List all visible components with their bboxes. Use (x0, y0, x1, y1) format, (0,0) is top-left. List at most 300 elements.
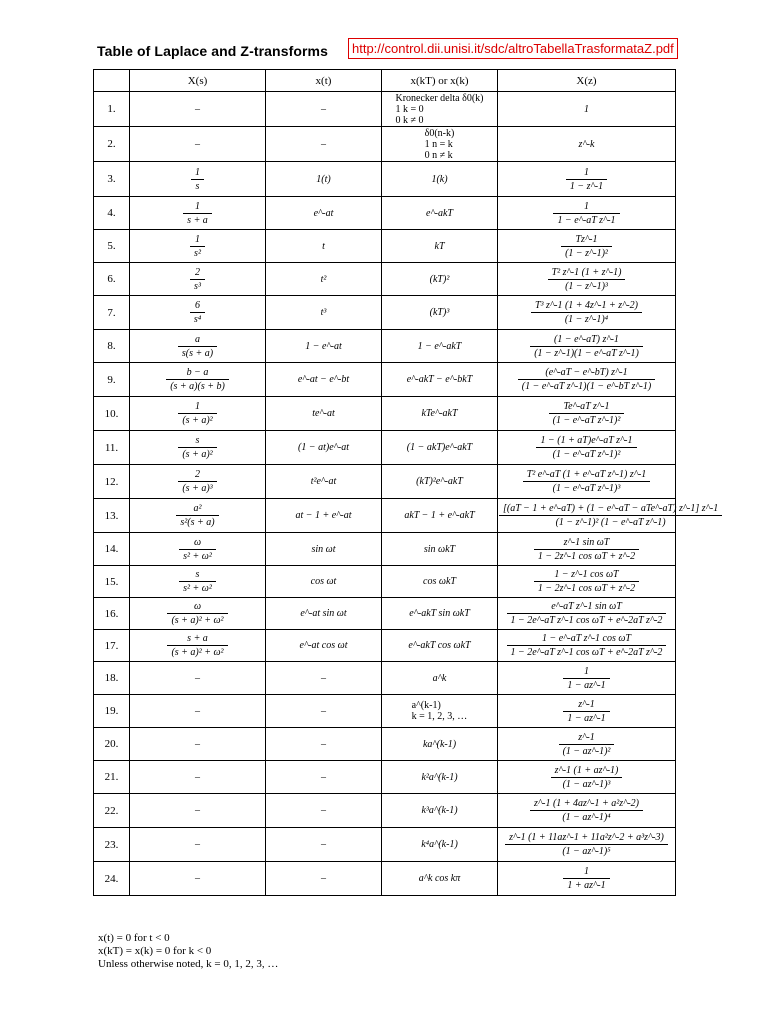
table-row (94, 263, 676, 296)
expression: – (321, 738, 326, 750)
sampled-cell (382, 695, 498, 728)
row-number: 20. (104, 738, 119, 750)
expression: e^-at sin ωt (300, 608, 347, 619)
numerator: Tz^-1 (561, 234, 612, 247)
laplace-cell (130, 695, 266, 728)
index-cell (94, 828, 130, 862)
expression: – (321, 672, 326, 684)
fraction (563, 866, 609, 891)
row-number: 10. (104, 407, 119, 420)
index-cell (94, 127, 130, 162)
numerator: z^-1 (1 + 11az^-1 + 11a²z^-2 + a³z^-3) (505, 832, 668, 845)
table-row (94, 296, 676, 330)
fraction (549, 401, 625, 426)
z-cell (498, 162, 676, 197)
fraction (548, 267, 626, 292)
expression: t³ (320, 307, 327, 318)
z-cell (498, 566, 676, 598)
row-number: 12. (104, 475, 119, 488)
numerator: T² e^-aT (1 + e^-aT z^-1) z^-1 (523, 469, 651, 482)
laplace-cell (130, 363, 266, 397)
fraction (176, 503, 218, 528)
table-row (94, 162, 676, 197)
index-cell (94, 533, 130, 566)
sampled-cell (382, 397, 498, 431)
z-cell (498, 230, 676, 263)
fraction (499, 503, 722, 528)
sampled-cell (382, 794, 498, 828)
fraction (563, 699, 609, 724)
numerator: T² z^-1 (1 + z^-1) (548, 267, 626, 280)
time-cell (266, 431, 382, 465)
time-cell (266, 662, 382, 695)
expression: sin ωkT (423, 543, 456, 555)
laplace-cell (130, 499, 266, 533)
expression: – (195, 839, 200, 850)
denominator: s² (194, 247, 201, 259)
table-row (94, 794, 676, 828)
expression: 1(k) (431, 173, 448, 185)
expression-line: 0 k ≠ 0 (395, 114, 424, 126)
z-cell (498, 662, 676, 695)
numerator: (1 − e^-aT) z^-1 (530, 334, 643, 347)
laplace-cell (130, 431, 266, 465)
time-cell (266, 397, 382, 431)
denominator: 1 − e^-aT z^-1 (557, 214, 616, 226)
expression: (1 − akT)e^-akT (406, 442, 473, 453)
table-header-row (94, 70, 676, 92)
expression: a^k (432, 672, 447, 684)
expression: (kT)²e^-akT (416, 476, 463, 487)
denominator: (1 − z^-1)³ (565, 280, 608, 292)
expression: z^-k (578, 138, 595, 150)
sampled-cell (382, 296, 498, 330)
table-row (94, 761, 676, 794)
denominator: 1 − 2z^-1 cos ωT + z^-2 (537, 550, 636, 562)
laplace-cell (130, 92, 266, 127)
table-row (94, 533, 676, 566)
denominator: (s + a)³ (182, 483, 213, 494)
row-number: 13. (104, 509, 119, 522)
denominator: s³ (194, 280, 201, 292)
row-number: 9. (107, 373, 116, 386)
denominator: s(s + a) (181, 347, 214, 359)
denominator: (1 − z^-1)(1 − e^-aT z^-1) (534, 347, 639, 359)
fraction (530, 798, 643, 823)
expression: t² (320, 273, 327, 285)
numerator: 1 − z^-1 cos ωT (534, 569, 639, 582)
row-number: 3. (107, 173, 116, 185)
source-link[interactable]: http://control.dii.unisi.it/sdc/altroTabellaTrasformataZ.pdf (348, 38, 678, 59)
sampled-cell (382, 598, 498, 630)
numerator: 1 (178, 401, 216, 414)
table-row (94, 662, 676, 695)
numerator: [(aT − 1 + e^-aT) + (1 − e^-aT − aTe^-aT) z^-1] z^-1 (499, 503, 722, 516)
time-cell (266, 162, 382, 197)
table-row (94, 230, 676, 263)
sampled-cell (382, 630, 498, 662)
fraction (178, 334, 217, 359)
expression-line: 1 n = k (424, 138, 453, 150)
expression: t (322, 240, 325, 252)
denominator: s² + ω² (183, 550, 212, 562)
row-number: 14. (104, 543, 119, 555)
index-cell (94, 662, 130, 695)
time-cell (266, 465, 382, 499)
time-cell (266, 828, 382, 862)
footnotes (98, 932, 278, 971)
fraction (531, 300, 642, 325)
denominator: s (195, 180, 200, 192)
index-cell (94, 728, 130, 761)
row-number: 17. (104, 639, 119, 652)
row-number: 16. (104, 607, 119, 620)
fraction (166, 367, 229, 392)
index-cell (94, 630, 130, 662)
row-number: 1. (107, 103, 116, 115)
table-row (94, 431, 676, 465)
z-cell (498, 862, 676, 896)
denominator: (1 − e^-aT z^-1)(1 − e^-bT z^-1) (521, 381, 652, 392)
row-number: 6. (107, 273, 116, 285)
numerator: s + a (167, 633, 227, 646)
expression: – (195, 873, 200, 884)
multiline-expression (395, 93, 483, 126)
numerator: z^-1 (559, 732, 615, 745)
laplace-cell (130, 465, 266, 499)
numerator: s (179, 569, 216, 582)
numerator: a² (176, 503, 218, 516)
z-cell (498, 499, 719, 533)
numerator: 2 (190, 267, 205, 280)
table-row (94, 630, 676, 662)
denominator: (1 − az^-1)² (562, 745, 611, 757)
expression-line: 0 n ≠ k (424, 149, 453, 161)
row-number: 2. (107, 138, 116, 150)
expression: – (195, 738, 200, 750)
expression-line: 1 k = 0 (395, 103, 424, 115)
fraction (179, 569, 216, 594)
denominator: (1 − z^-1)⁴ (564, 314, 609, 325)
laplace-cell (130, 263, 266, 296)
numerator: 1 (183, 201, 212, 214)
denominator: 1 − az^-1 (567, 712, 606, 724)
footnote-line: x(kT) = x(k) = 0 for k < 0 (98, 945, 212, 957)
numerator: z^-1 (563, 699, 609, 712)
numerator: 1 (190, 234, 205, 247)
z-cell (498, 330, 676, 363)
sampled-cell (382, 92, 498, 127)
table-row (94, 197, 676, 230)
sampled-cell (382, 127, 498, 162)
laplace-cell (130, 862, 266, 896)
z-cell (498, 397, 676, 431)
time-cell (266, 794, 382, 828)
index-cell (94, 499, 130, 533)
denominator: s + a (187, 214, 208, 226)
fraction (551, 765, 623, 790)
denominator: s² + ω² (183, 583, 212, 594)
denominator: (1 − e^-aT z^-1)² (552, 449, 621, 460)
sampled-cell (382, 363, 498, 397)
row-number: 19. (104, 705, 119, 717)
z-cell (498, 598, 676, 630)
table-row (94, 862, 676, 896)
z-cell (498, 431, 676, 465)
expression: – (321, 873, 326, 884)
numerator: (e^-aT − e^-bT) z^-1 (518, 367, 655, 380)
denominator: (1 − e^-aT z^-1)² (552, 415, 621, 426)
sampled-cell (382, 728, 498, 761)
expression: k³a^(k-1) (421, 805, 458, 816)
fraction (178, 435, 216, 460)
time-cell (266, 533, 382, 566)
laplace-cell (130, 828, 266, 862)
z-cell (498, 465, 676, 499)
laplace-cell (130, 230, 266, 263)
index-cell (94, 330, 130, 363)
expression: cos ωkT (423, 576, 456, 587)
laplace-cell (130, 566, 266, 598)
index-cell (94, 197, 130, 230)
index-cell (94, 397, 130, 431)
sampled-cell (382, 761, 498, 794)
fraction (178, 401, 216, 426)
expression: – (321, 103, 326, 115)
z-cell (498, 828, 676, 862)
sampled-cell (382, 162, 498, 197)
table-row (94, 828, 676, 862)
z-cell (498, 761, 676, 794)
expression: (1 − at)e^-at (298, 442, 349, 453)
index-cell (94, 598, 130, 630)
time-cell (266, 728, 382, 761)
sampled-cell (382, 662, 498, 695)
expression: (kT)² (429, 273, 450, 285)
expression: – (195, 103, 200, 115)
z-cell (498, 92, 676, 127)
row-number: 7. (107, 306, 116, 319)
z-cell (498, 533, 676, 566)
expression: – (321, 771, 326, 783)
index-cell (94, 761, 130, 794)
sampled-cell (382, 330, 498, 363)
z-cell (498, 263, 676, 296)
fraction (536, 435, 636, 460)
fraction (534, 537, 639, 562)
denominator: (1 − z^-1)² (565, 247, 608, 259)
time-cell (266, 230, 382, 263)
fraction (561, 234, 612, 259)
time-cell (266, 330, 382, 363)
fraction (518, 367, 655, 392)
sampled-cell (382, 862, 498, 896)
sampled-cell (382, 263, 498, 296)
denominator: 1 + az^-1 (567, 880, 606, 891)
numerator: Te^-aT z^-1 (549, 401, 625, 414)
numerator: 1 (191, 167, 204, 180)
laplace-cell (130, 127, 266, 162)
expression: 1 − e^-akT (417, 340, 462, 352)
z-cell (498, 728, 676, 761)
time-cell (266, 197, 382, 230)
numerator: 1 (563, 666, 609, 679)
expression: at − 1 + e^-at (295, 510, 352, 521)
z-cell (498, 127, 676, 162)
numerator: z^-1 (1 + az^-1) (551, 765, 623, 778)
fraction (179, 537, 216, 562)
denominator: 1 − 2e^-aT z^-1 cos ωT + e^-2aT z^-2 (510, 647, 663, 658)
fraction (190, 300, 205, 325)
sampled-cell (382, 828, 498, 862)
fraction (183, 201, 212, 226)
expression: – (195, 705, 200, 717)
row-number: 11. (104, 441, 119, 454)
denominator: (1 − az^-1)⁴ (562, 812, 611, 823)
row-number: 5. (107, 240, 116, 252)
laplace-cell (130, 533, 266, 566)
denominator: 1 − 2z^-1 cos ωT + z^-2 (537, 583, 636, 594)
fraction (505, 832, 668, 857)
time-cell (266, 630, 382, 662)
numerator: 6 (190, 300, 205, 313)
fraction (178, 469, 216, 494)
header-time: x(t) (266, 70, 382, 92)
sampled-cell (382, 197, 498, 230)
expression: e^-at (313, 207, 334, 219)
expression-line: a^(k-1) (411, 700, 441, 711)
table-row (94, 92, 676, 127)
z-cell (498, 197, 676, 230)
numerator: e^-aT z^-1 sin ωT (507, 601, 667, 614)
laplace-cell (130, 598, 266, 630)
index-cell (94, 263, 130, 296)
denominator: (s + a)² (182, 449, 213, 460)
expression: – (195, 138, 200, 150)
table-row (94, 363, 676, 397)
fraction (190, 234, 205, 259)
expression-line: δ0(n-k) (424, 127, 455, 139)
footnote-line: Unless otherwise noted, k = 0, 1, 2, 3, … (98, 958, 279, 970)
index-cell (94, 230, 130, 263)
expression: – (195, 771, 200, 783)
laplace-cell (130, 630, 266, 662)
fraction (530, 334, 643, 359)
table-row (94, 465, 676, 499)
header-sampled: x(kT) or x(k) (382, 70, 498, 92)
numerator: 1 − e^-aT z^-1 cos ωT (507, 633, 667, 646)
expression: e^-akT − e^-bkT (406, 374, 473, 385)
laplace-cell (130, 296, 266, 330)
denominator: 1 − 2e^-aT z^-1 cos ωT + e^-2aT z^-2 (510, 615, 663, 626)
fraction (534, 569, 639, 594)
laplace-cell (130, 728, 266, 761)
fraction (167, 601, 227, 626)
numerator: 1 (563, 866, 609, 879)
time-cell (266, 695, 382, 728)
fraction (167, 633, 227, 658)
expression: – (195, 672, 200, 684)
expression: akT − 1 + e^-akT (404, 510, 475, 521)
denominator: (s + a)² + ω² (171, 647, 224, 658)
time-cell (266, 598, 382, 630)
denominator: (s + a)² + ω² (171, 615, 224, 626)
numerator: 1 − (1 + aT)e^-aT z^-1 (536, 435, 636, 448)
time-cell (266, 296, 382, 330)
expression: e^-akT cos ωkT (408, 640, 471, 651)
z-cell (498, 630, 676, 662)
numerator: ω (179, 537, 216, 550)
numerator: 1 (566, 167, 607, 180)
index-cell (94, 296, 130, 330)
expression: – (321, 138, 326, 150)
fraction (191, 167, 204, 192)
table-row (94, 127, 676, 162)
denominator: (s + a)² (182, 415, 213, 426)
index-cell (94, 92, 130, 127)
index-cell (94, 794, 130, 828)
multiline-expression (425, 128, 455, 161)
sampled-cell (382, 533, 498, 566)
laplace-cell (130, 662, 266, 695)
denominator: (s + a)(s + b) (170, 381, 225, 392)
numerator: 1 (553, 201, 619, 214)
expression: 1 − e^-at (305, 340, 342, 352)
denominator: s²(s + a) (180, 517, 215, 528)
header-laplace: X(s) (130, 70, 266, 92)
numerator: s (178, 435, 216, 448)
table-row (94, 598, 676, 630)
sampled-cell (382, 230, 498, 263)
index-cell (94, 695, 130, 728)
index-cell (94, 566, 130, 598)
numerator: 2 (178, 469, 216, 482)
fraction (523, 469, 651, 494)
time-cell (266, 92, 382, 127)
header-index (94, 70, 130, 92)
table-row (94, 499, 676, 533)
expression: 1(t) (316, 173, 331, 185)
row-number: 8. (107, 340, 116, 352)
time-cell (266, 761, 382, 794)
expression: e^-at cos ωt (299, 640, 348, 651)
table-row (94, 728, 676, 761)
expression: ka^(k-1) (422, 738, 457, 750)
expression: 1 (584, 103, 589, 115)
z-cell (498, 695, 676, 728)
laplace-cell (130, 397, 266, 431)
multiline-expression (412, 700, 468, 722)
time-cell (266, 566, 382, 598)
denominator: 1 − z^-1 (569, 180, 604, 192)
expression: – (321, 839, 326, 850)
fraction (507, 601, 667, 626)
laplace-cell (130, 330, 266, 363)
expression: (kT)³ (429, 307, 450, 318)
fraction (559, 732, 615, 757)
numerator: ω (167, 601, 227, 614)
index-cell (94, 162, 130, 197)
expression: k²a^(k-1) (421, 771, 458, 783)
table-row (94, 330, 676, 363)
expression: e^-at − e^-bt (297, 374, 350, 385)
expression: te^-at (312, 408, 335, 419)
row-number: 22. (104, 804, 119, 817)
numerator: T³ z^-1 (1 + 4z^-1 + z^-2) (531, 300, 642, 313)
expression: sin ωt (311, 543, 336, 555)
time-cell (266, 127, 382, 162)
expression: kT (434, 240, 445, 252)
